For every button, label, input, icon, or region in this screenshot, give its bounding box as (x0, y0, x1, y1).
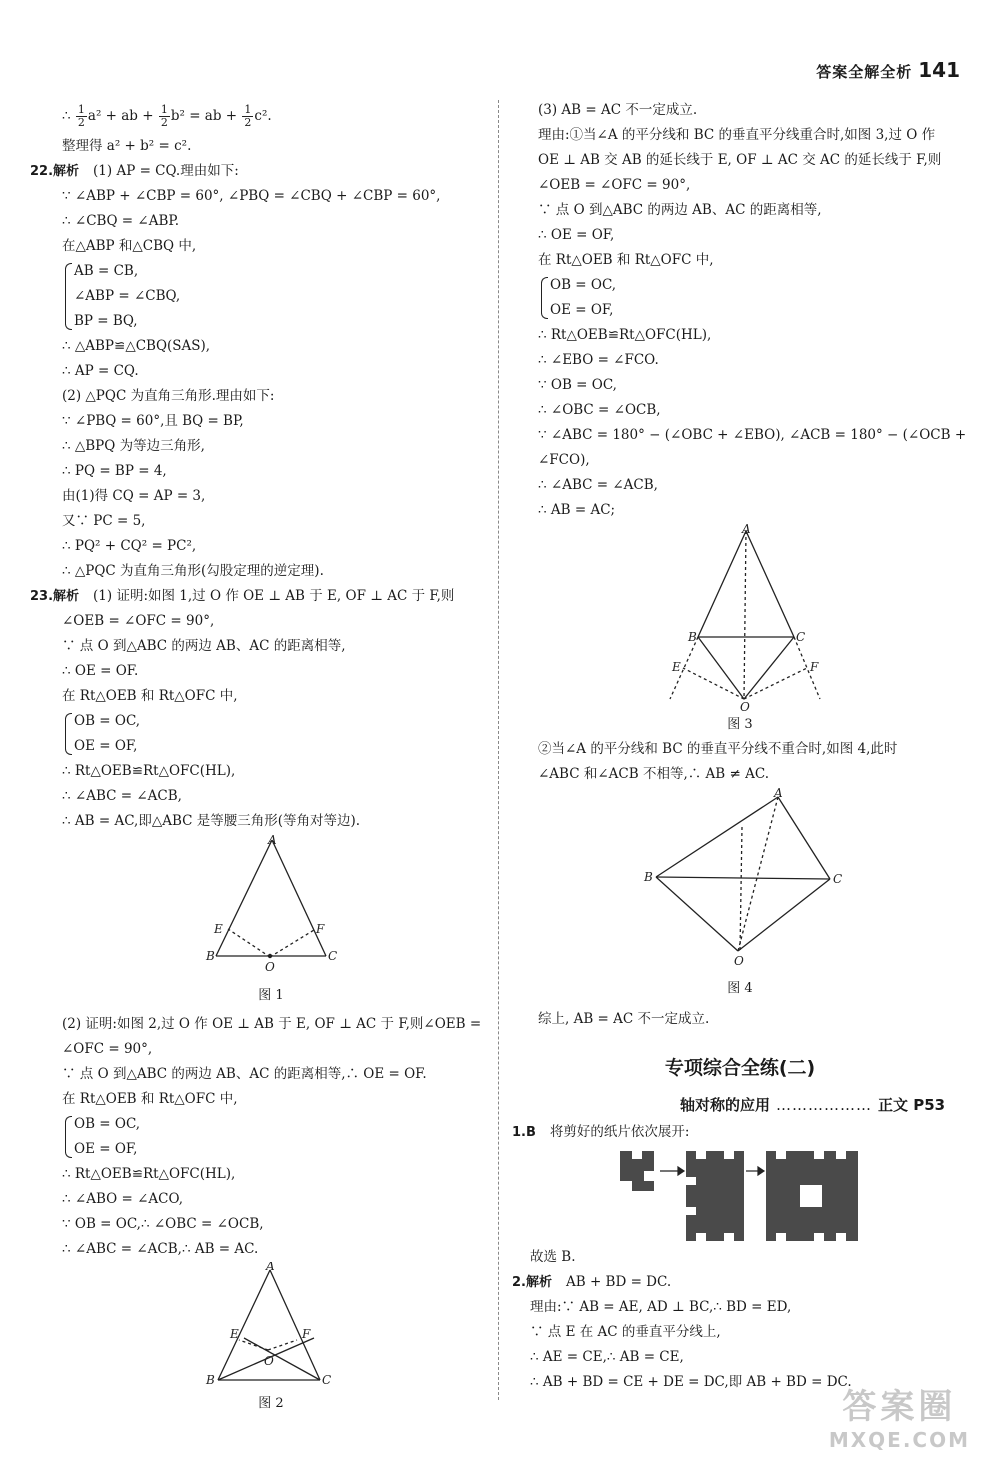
label-E: E (672, 660, 681, 674)
text-line: ∴ ∠ABC = ∠ACB,∴ AB = AC. (62, 1241, 259, 1257)
label-F: F (316, 922, 325, 936)
text-line: ∴ ∠CBQ = ∠ABP. (62, 213, 180, 229)
figure-1-caption: 图 1 (258, 988, 284, 1003)
label-E: E (230, 1327, 239, 1341)
text-line: ∴ AB = AC,即△ABC 是等腰三角形(等角对等边). (62, 813, 361, 829)
text-line: ∴ ∠OBC = ∠OCB, (538, 402, 661, 418)
brace-group: OB = OC, OE = OF, (62, 1112, 490, 1162)
question-22-header: 22.解析 (1) AP = CQ.理由如下: (30, 163, 239, 179)
label-O: O (740, 700, 750, 713)
label-B: B (206, 1373, 215, 1387)
text-line: (2) 证明:如图 2,过 O 作 OE ⊥ AB 于 E, OF ⊥ AC 于 F,则∠OEB = (62, 1016, 482, 1032)
figure-3-caption: 图 3 (727, 717, 753, 732)
question-1-header: 1.B 将剪好的纸片依次展开: (512, 1124, 690, 1140)
column-divider (498, 100, 499, 1400)
text-line: 故选 B. (530, 1249, 576, 1265)
text-line: ∴ AP = CQ. (62, 363, 139, 379)
text-line: ∵ 点 O 到△ABC 的两边 AB、AC 的距离相等, (538, 202, 822, 218)
label-A: A (268, 834, 277, 847)
text-line: ∴ △ABP≌△CBQ(SAS), (62, 338, 211, 354)
text-line: ∴ ∠ABO = ∠ACO, (62, 1191, 184, 1207)
page-header (816, 58, 960, 82)
text-line: ∴ Rt△OEB≌Rt△OFC(HL), (62, 1166, 236, 1182)
brace-group: OB = OC, OE = OF, (62, 709, 490, 759)
text-line: ∵ OB = OC,∴ ∠OBC = ∠OCB, (62, 1216, 264, 1232)
header-title: 答案全解全析 (816, 63, 913, 81)
figure-4 (520, 787, 960, 977)
cut-shape-1 (620, 1151, 654, 1191)
text-line: 理由:①当∠A 的平分线和 BC 的垂直平分线重合时,如图 3,过 O 作 (538, 127, 936, 143)
figure-2-diagram (52, 1262, 490, 1392)
equation-line: ∴ $\frac{1}{2}$ a² + ab + $\frac{1}{2}$ b² = ab + $\frac{1}{2}$ c². (62, 103, 272, 129)
text-line: ∴ PQ² + CQ² = PC², (62, 538, 197, 554)
page-number: 141 (918, 58, 960, 82)
text-line: ∠OEB = ∠OFC = 90°, (538, 177, 691, 193)
label-A: A (774, 787, 783, 800)
text-line: ∴ PQ = BP = 4, (62, 463, 167, 479)
text-line: 理由:∵ AB = AE, AD ⊥ BC,∴ BD = ED, (530, 1299, 792, 1315)
watermark: 答案圈 MXQE.COM (828, 1387, 970, 1452)
left-column (30, 98, 490, 1416)
label-O: O (734, 954, 744, 968)
brace-group: OB = OC, OE = OF, (538, 273, 960, 323)
text-line: ∵ 点 O 到△ABC 的两边 AB、AC 的距离相等, (62, 638, 346, 654)
figure-4-diagram (520, 787, 960, 977)
cut-shape-2 (686, 1151, 744, 1241)
label-C: C (833, 872, 843, 886)
text-line: ∠OFC = 90°, (62, 1041, 153, 1057)
text-line: ∴ AE = CE,∴ AB = CE, (530, 1349, 684, 1365)
text-line: ∴ Rt△OEB≌Rt△OFC(HL), (538, 327, 712, 343)
figure-2-caption: 图 2 (258, 1396, 284, 1411)
question-23-header: 23.解析 (1) 证明:如图 1,过 O 作 OE ⊥ AB 于 E, OF ⊥ AC 于 F,则 (30, 588, 455, 604)
text-line: ∴ △PQC 为直角三角形(勾股定理的逆定理). (62, 563, 324, 579)
text-line: ∴ AB + BD = CE + DE = DC,即 AB + BD = DC. (530, 1374, 852, 1390)
label-B: B (688, 630, 697, 644)
right-column (512, 98, 967, 1395)
label-A: A (742, 523, 751, 536)
label-F: F (810, 660, 819, 674)
text-line: ∴ OE = OF. (62, 663, 139, 679)
text-line: ∴ ∠EBO = ∠FCO. (538, 352, 659, 368)
text-line: ②当∠A 的平分线和 BC 的垂直平分线不重合时,如图 4,此时 (538, 741, 898, 757)
label-C: C (322, 1373, 332, 1387)
text-line: 由(1)得 CQ = AP = 3, (62, 488, 206, 504)
figure-1-diagram (52, 834, 490, 984)
text-line: ∠FCO), (538, 452, 590, 468)
figure-1 (52, 834, 490, 984)
text-line: 在 Rt△OEB 和 Rt△OFC 中, (538, 252, 714, 268)
label-B: B (644, 870, 653, 884)
text-line: 整理得 a² + b² = c². (62, 138, 192, 154)
label-F: F (302, 1327, 311, 1341)
text-line: ∵ 点 O 到△ABC 的两边 AB、AC 的距离相等,∴ OE = OF. (62, 1066, 427, 1082)
text-line: (2) △PQC 为直角三角形.理由如下: (62, 388, 275, 404)
text-line: ∵ ∠PBQ = 60°,且 BQ = BP, (62, 413, 244, 429)
text-line: ∴ OE = OF, (538, 227, 615, 243)
brace-group: AB = CB, ∠ABP = ∠CBQ, BP = BQ, (62, 259, 490, 334)
text-line: ∵ 点 E 在 AC 的垂直平分线上, (530, 1324, 721, 1340)
text-line: 综上, AB = AC 不一定成立. (538, 1011, 710, 1027)
cut-shape-3 (766, 1151, 858, 1241)
paper-cut-figure (520, 1145, 960, 1245)
text-line: 在 Rt△OEB 和 Rt△OFC 中, (62, 1091, 238, 1107)
text-line: OE ⊥ AB 交 AB 的延长线于 E, OF ⊥ AC 交 AC 的延长线于 F,则 (538, 152, 942, 168)
label-O: O (265, 960, 275, 974)
figure-4-caption: 图 4 (727, 981, 753, 996)
text-line: ∵ ∠ABP + ∠CBP = 60°, ∠PBQ = ∠CBQ + ∠CBP = 60°, (62, 188, 441, 204)
label-A: A (266, 1262, 275, 1273)
text-line: 在△ABP 和△CBQ 中, (62, 238, 197, 254)
figure-3-diagram (520, 523, 960, 713)
text-line: ∴ Rt△OEB≌Rt△OFC(HL), (62, 763, 236, 779)
text-line: ∵ ∠ABC = 180° − (∠OBC + ∠EBO), ∠ACB = 180° − (∠OCB + (538, 427, 967, 443)
question-2-header: 2.解析 AB + BD = DC. (512, 1274, 672, 1290)
text-line: (3) AB = AC 不一定成立. (538, 102, 698, 118)
label-C: C (328, 949, 338, 963)
label-O: O (264, 1354, 274, 1368)
label-C: C (796, 630, 806, 644)
label-E: E (214, 922, 223, 936)
figure-3 (520, 523, 960, 713)
text-line: ∴ AB = AC; (538, 502, 616, 518)
section-title: 专项综合全练(二) (664, 1057, 816, 1079)
text-line: ∴ ∠ABC = ∠ACB, (62, 788, 182, 804)
text-line: ∴ ∠ABC = ∠ACB, (538, 477, 658, 493)
text-line: 在 Rt△OEB 和 Rt△OFC 中, (62, 688, 238, 704)
text-line: 又∵ PC = 5, (62, 513, 146, 529)
figure-2 (52, 1262, 490, 1392)
subsection-title: 轴对称的应用 ……………… 正文 P53 (680, 1096, 946, 1114)
text-line: ∠OEB = ∠OFC = 90°, (62, 613, 215, 629)
paper-cut-diagram (520, 1145, 960, 1245)
label-B: B (206, 949, 215, 963)
text-line: ∴ △BPQ 为等边三角形, (62, 438, 205, 454)
text-line: ∠ABC 和∠ACB 不相等,∴ AB ≠ AC. (538, 766, 769, 782)
text-line: ∵ OB = OC, (538, 377, 617, 393)
